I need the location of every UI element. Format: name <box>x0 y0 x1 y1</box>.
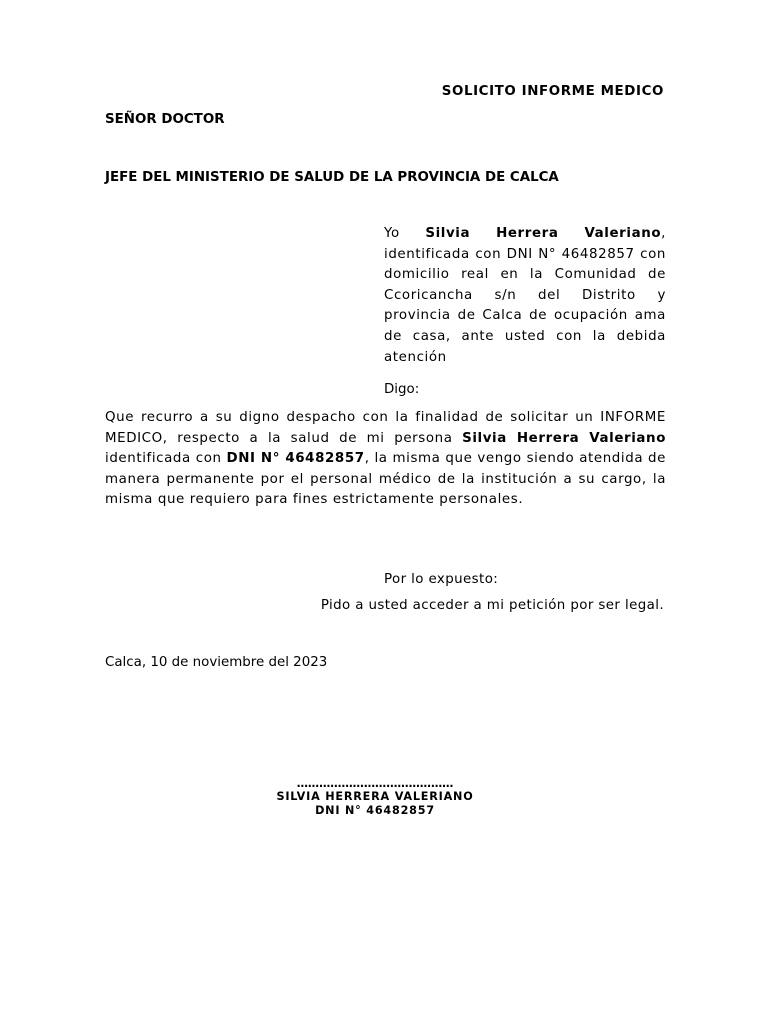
digo-label: Digo: <box>384 382 420 397</box>
intro-applicant-name: Silvia Herrera Valeriano <box>425 226 662 241</box>
body-paragraph <box>105 408 666 511</box>
signature-line: …………………………………… <box>296 777 454 790</box>
salutation: SEÑOR DOCTOR <box>105 112 225 127</box>
intro-prefix: Yo <box>384 226 426 241</box>
closing-intro: Por lo expuesto: <box>384 572 499 587</box>
closing-request: Pido a usted acceder a mi petición por ser legal. <box>320 598 664 613</box>
body-part-2: identificada con <box>105 451 227 467</box>
body-applicant-name: Silvia Herrera Valeriano <box>462 430 666 446</box>
intro-rest: , identificada con DNI N° 46482857 con domicilio real en la Comunidad de Ccoricancha s/n del Distrito y provincia de Calca de ocupación ama de casa, ante usted con la debida atención <box>384 226 666 365</box>
recipient: JEFE DEL MINISTERIO DE SALUD DE LA PROVINCIA DE CALCA <box>105 170 559 185</box>
signature-name: SILVIA HERRERA VALERIANO <box>276 790 474 803</box>
intro-paragraph <box>384 224 666 368</box>
letter-subject: SOLICITO INFORME MEDICO <box>441 84 664 99</box>
body-dni: DNI N° 46482857 <box>226 451 365 467</box>
signature-dni: DNI N° 46482857 <box>315 803 435 817</box>
place-date: Calca, 10 de noviembre del 2023 <box>105 655 328 670</box>
body-part-3: , la misma que vengo siendo atendida de manera permanente por el personal médico de la institución a su cargo, la misma que requiero para fines estrictamente personales. <box>105 451 666 508</box>
body-part-1: Que recurro a su digno despacho con la finalidad de solicitar un INFORME MEDICO, respecto a la salud de mi persona <box>105 410 666 446</box>
signature-block <box>205 778 545 817</box>
